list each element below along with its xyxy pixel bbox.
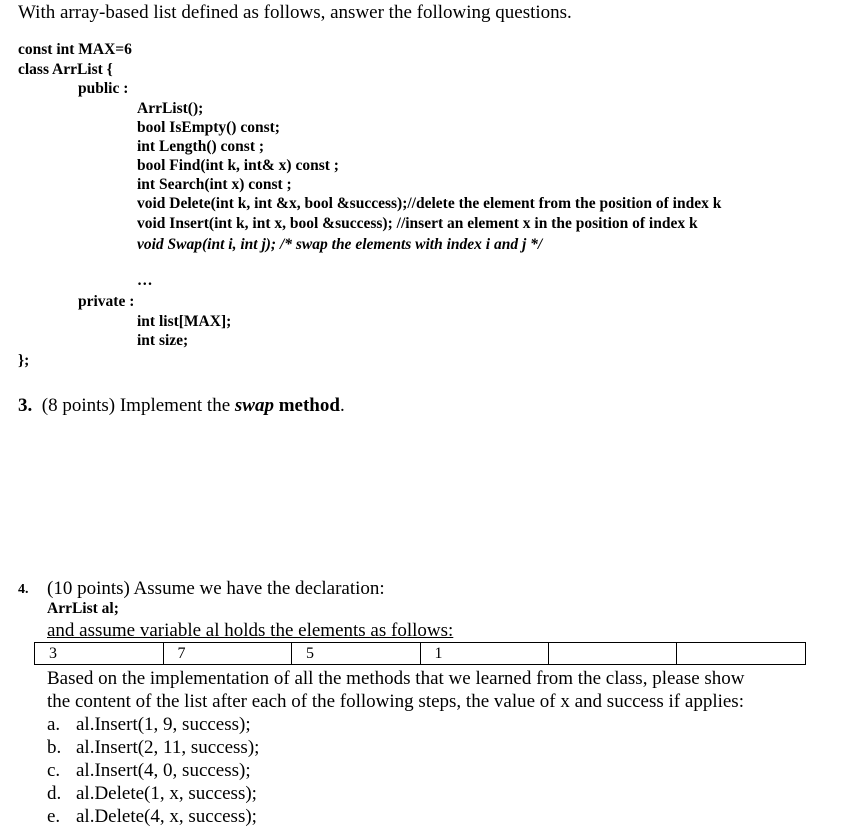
list-item — [47, 714, 251, 736]
code-class-end: }; — [18, 352, 30, 369]
code-find: bool Find(int k, int& x) const ; — [137, 157, 339, 174]
list-item-label: e. — [47, 806, 61, 827]
list-item-text: al.Insert(1, 9, success); — [76, 714, 251, 735]
question-4-declaration: ArrList al; — [47, 600, 119, 617]
code-list-array: int list[MAX]; — [137, 313, 232, 330]
list-item-label: c. — [47, 760, 61, 781]
question-3 — [18, 395, 345, 417]
list-item-text: al.Delete(4, x, success); — [76, 806, 257, 827]
code-private: private : — [78, 293, 135, 310]
array-cell: 3 — [35, 643, 164, 665]
list-item-text: al.Delete(1, x, success); — [76, 783, 257, 804]
list-item-text: al.Insert(4, 0, success); — [76, 760, 251, 781]
question-3-swap: swap — [234, 395, 274, 416]
array-table — [34, 642, 806, 665]
question-4-para2: the content of the list after each of the following steps, the value of x and success if applies: — [47, 691, 744, 712]
code-insert: void Insert(int k, int x, bool &success); //insert an element x in the position of index k — [137, 215, 698, 232]
array-row — [35, 643, 806, 665]
code-ellipsis: … — [137, 272, 153, 289]
code-public: public : — [78, 80, 129, 97]
question-4-number: 4. — [18, 582, 29, 597]
list-item — [47, 806, 257, 828]
array-cell — [677, 643, 806, 665]
question-3-text: (8 points) Implement the — [41, 395, 235, 416]
list-item-label: b. — [47, 737, 62, 758]
question-3-method: method — [278, 395, 340, 416]
array-cell: 7 — [163, 643, 292, 665]
list-item — [47, 760, 251, 782]
question-3-period: . — [339, 395, 345, 416]
code-const-max: const int MAX=6 — [18, 41, 132, 58]
question-4-para1: Based on the implementation of all the methods that we learned from the class, please show — [47, 668, 745, 689]
question-3-number: 3. — [18, 395, 33, 416]
code-isempty: bool IsEmpty() const; — [137, 119, 280, 136]
list-item-label: d. — [47, 783, 62, 804]
code-size: int size; — [137, 332, 189, 349]
code-length: int Length() const ; — [137, 138, 265, 155]
question-4-line2: and assume variable al holds the elements as follows: — [47, 620, 454, 641]
code-search: int Search(int x) const ; — [137, 176, 292, 193]
question-4-line1: (10 points) Assume we have the declaration: — [47, 578, 385, 599]
code-class-decl: class ArrList { — [18, 61, 113, 78]
code-constructor: ArrList(); — [137, 100, 204, 117]
array-cell: 5 — [292, 643, 421, 665]
array-cell — [549, 643, 677, 665]
list-item — [47, 737, 259, 759]
code-swap: void Swap(int i, int j); /* swap the elements with index i and j */ — [137, 236, 543, 253]
list-item — [47, 783, 257, 805]
list-item-text: al.Insert(2, 11, success); — [76, 737, 260, 758]
list-item-label: a. — [47, 714, 61, 735]
code-delete: void Delete(int k, int &x, bool &success);//delete the element from the position of index k — [137, 195, 722, 212]
array-cell: 1 — [420, 643, 549, 665]
intro-text: With array-based list defined as follows, answer the following questions. — [18, 2, 572, 23]
